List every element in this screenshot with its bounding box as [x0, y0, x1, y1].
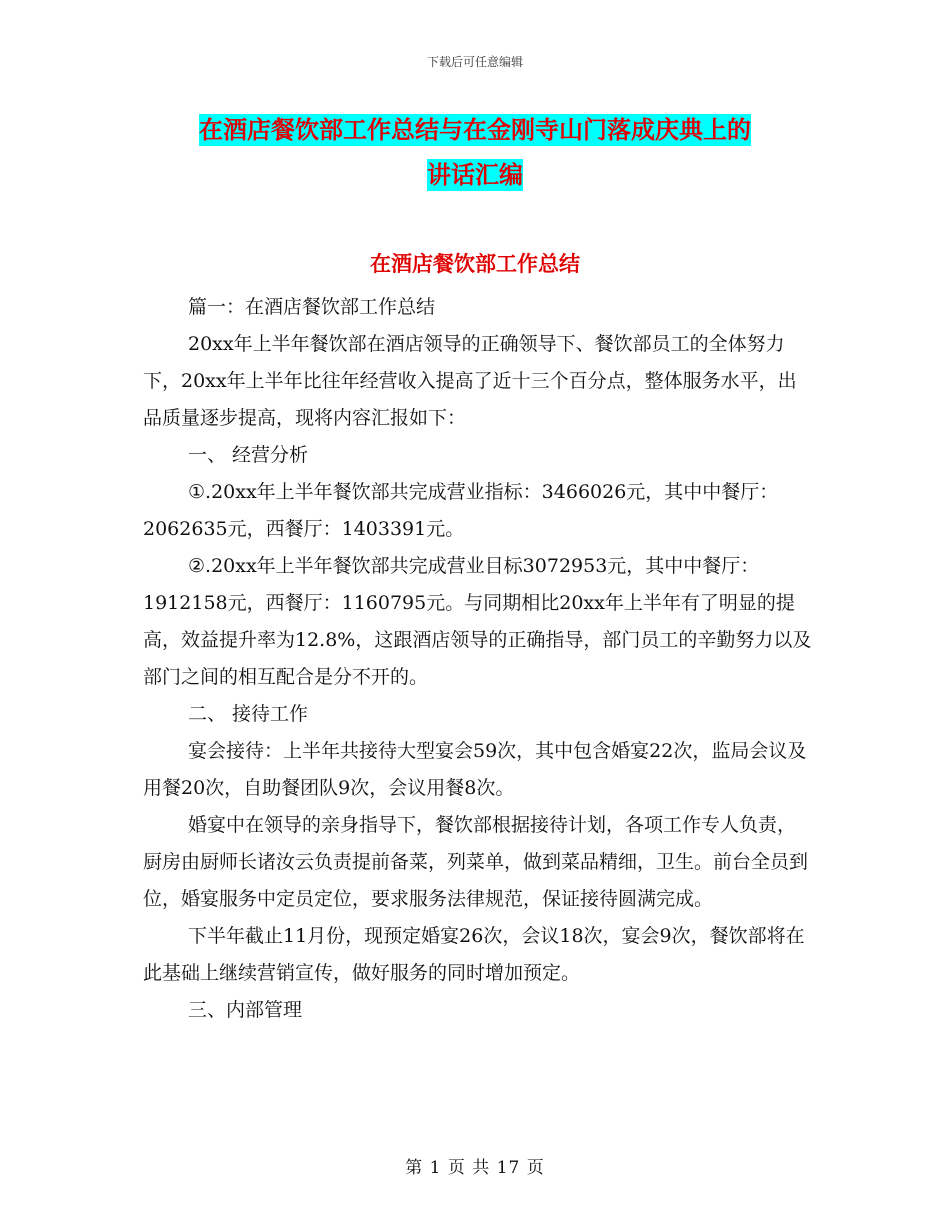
- paragraph: 二、 接待工作: [188, 703, 309, 725]
- paragraph: 婚宴中在领导的亲身指导下，餐饮部根据接待计划，各项工作专人负责，厨房由厨师长诸汝云负责提前备菜，列菜单，做到菜品精细，卫生。前台全员到位，婚宴服务中定员定位，要求服务法律规范，保证接待圆满完成。: [143, 814, 809, 910]
- paragraph: 下半年截止11月份，现预定婚宴26次，会议18次，宴会9次，餐饮部将在此基础上继续营销宣传，做好服务的同时增加预定。: [143, 925, 805, 984]
- paragraph: 篇一：在酒店餐饮部工作总结: [188, 296, 436, 318]
- main-title-line2: 讲话汇编: [427, 161, 523, 189]
- paragraph: 三、内部管理: [188, 999, 303, 1021]
- paragraph: 一、 经营分析: [188, 444, 309, 466]
- header-note: 下载后可任意编辑: [426, 55, 523, 69]
- paragraph: ②.20xx年上半年餐饮部共完成营业目标3072953元，其中中餐厅：1912158元，西餐厅：1160795元。与同期相比20xx年上半年有了明显的提高，效益提升率为12.8%，这跟酒店领导的正确指导，部门员工的辛勤努力以及部门之间的相互配合是分不开的。: [143, 555, 812, 688]
- main-title: [140, 108, 810, 198]
- section-title: 在酒店餐饮部工作总结: [370, 252, 580, 276]
- page-footer: 第 1 页 共 17 页: [405, 1158, 545, 1178]
- paragraph: ①.20xx年上半年餐饮部共完成营业指标：3466026元，其中中餐厅：2062635元，西餐厅：1403391元。: [143, 481, 779, 540]
- main-title-line1: 在酒店餐饮部工作总结与在金刚寺山门落成庆典上的: [199, 116, 751, 144]
- document-body: [143, 289, 813, 1029]
- paragraph: 宴会接待：上半年共接待大型宴会59次，其中包含婚宴22次，监局会议及用餐20次，自助餐团队9次，会议用餐8次。: [143, 740, 807, 799]
- paragraph: 20xx年上半年餐饮部在酒店领导的正确领导下、餐饮部员工的全体努力下，20xx年上半年比往年经营收入提高了近十三个百分点，整体服务水平，出品质量逐步提高，现将内容汇报如下：: [143, 333, 797, 429]
